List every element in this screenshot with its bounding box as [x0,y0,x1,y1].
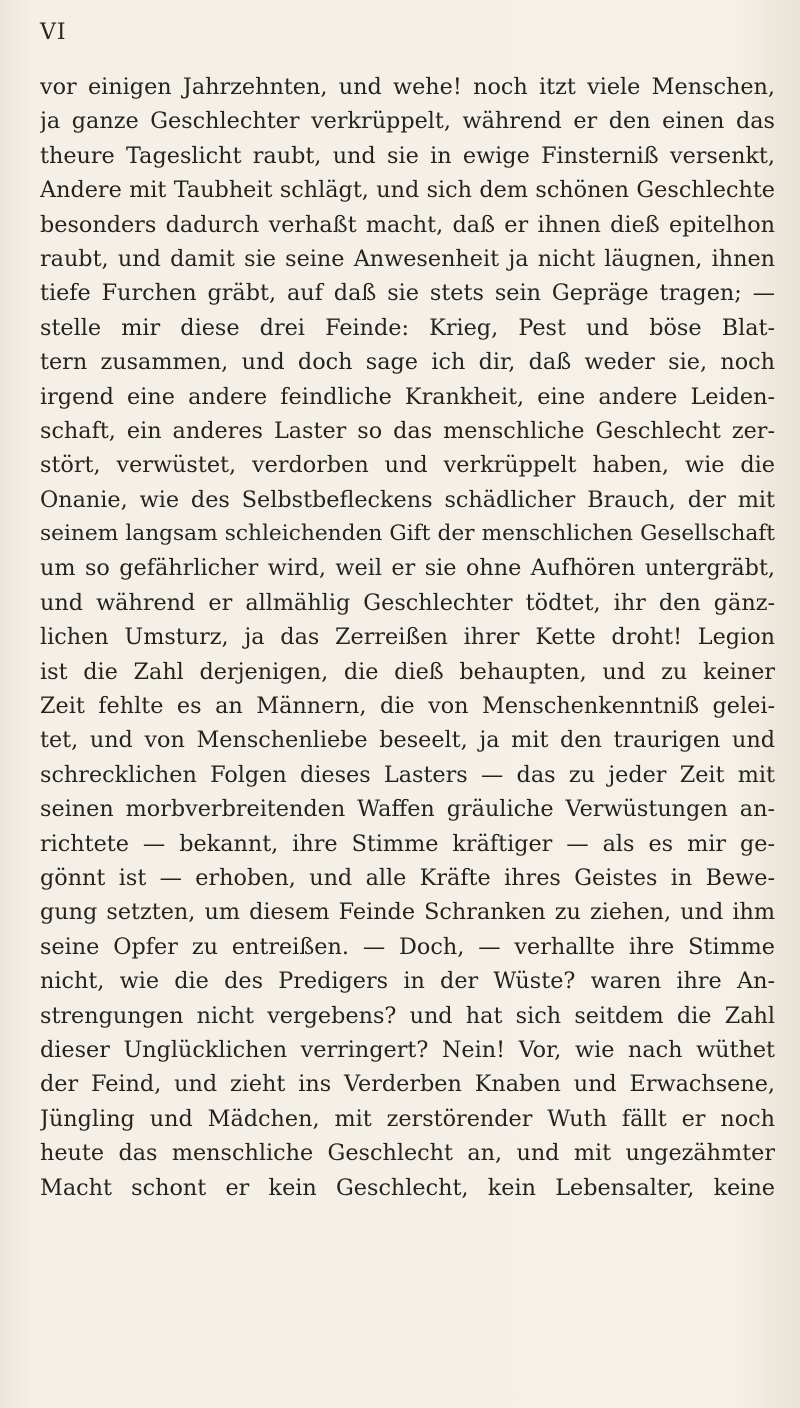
page-number: VI [40,20,67,45]
text-line: um so gefährlicher wird, weil er sie ohne Aufhören untergräbt, [40,555,775,582]
body-text [40,70,775,1205]
text-line: irgend eine andere feindliche Krankheit, eine andere Leiden- [40,383,775,410]
text-line: schaft, ein anderes Laster so das menschliche Geschlecht zer- [40,417,775,444]
text-line: und während er allmählig Geschlechter tödtet, ihr den gänz- [40,589,775,616]
text-line: seine Opfer zu entreißen. — Doch, — verhallte ihre Stimme [40,933,775,960]
text-line: Zeit fehlte es an Männern, die von Menschenkenntniß gelei- [40,693,775,720]
text-line: seinen morbverbreitenden Waffen gräuliche Verwüstungen an- [40,796,775,823]
text-line: der Feind, und zieht ins Verderben Knaben und Erwachsene, [40,1071,775,1098]
text-line: tern zusammen, und doch sage ich dir, daß weder sie, noch [40,349,775,376]
text-line: besonders dadurch verhaßt macht, daß er ihnen dieß epitelhon [40,211,775,238]
text-line: Andere mit Taubheit schlägt, und sich dem schönen Geschlechte [40,177,775,204]
text-line: gung setzten, um diesem Feinde Schranken zu ziehen, und ihm [40,899,775,926]
text-line: Onanie, wie des Selbstbefleckens schädlicher Brauch, der mit [40,486,775,513]
text-line: lichen Umsturz, ja das Zerreißen ihrer Kette droht! Legion [40,624,775,651]
text-line: schrecklichen Folgen dieses Lasters — das zu jeder Zeit mit [40,761,775,788]
text-line: gönnt ist — erhoben, und alle Kräfte ihres Geistes in Bewe- [40,864,775,891]
text-line: seinem langsam schleichenden Gift der menschlichen Gesellschaft [40,521,775,547]
text-line: tet, und von Menschenliebe beseelt, ja mit den traurigen und [40,727,775,754]
text-line: strengungen nicht vergebens? und hat sich seitdem die Zahl [40,1002,775,1029]
text-line: ja ganze Geschlechter verkrüppelt, während er den einen das [40,108,775,135]
text-line: stelle mir diese drei Feinde: Krieg, Pest und böse Blat- [40,314,775,341]
text-line: Macht schont er kein Geschlecht, kein Lebensalter, keine [40,1174,775,1201]
text-line: nicht, wie die des Predigers in der Wüste? waren ihre An- [40,968,775,995]
text-line: richtete — bekannt, ihre Stimme kräftiger — als es mir ge- [40,830,775,857]
text-line: theure Tageslicht raubt, und sie in ewige Finsterniß versenkt, [40,142,775,169]
text-line: Jüngling und Mädchen, mit zerstörender Wuth fällt er noch [40,1105,775,1132]
text-line: stört, verwüstet, verdorben und verkrüppelt haben, wie die [40,452,775,479]
text-line: dieser Unglücklichen verringert? Nein! Vor, wie nach wüthet [40,1036,775,1063]
text-line: vor einigen Jahrzehnten, und wehe! noch itzt viele Menschen, [40,74,775,100]
text-line: raubt, und damit sie seine Anwesenheit ja nicht läugnen, ihnen [40,245,775,272]
text-line: tiefe Furchen gräbt, auf daß sie stets sein Gepräge tragen; — [40,280,775,307]
text-line: ist die Zahl derjenigen, die dieß behaupten, und zu keiner [40,658,775,685]
text-line: heute das menschliche Geschlecht an, und mit ungezähmter [40,1140,775,1167]
